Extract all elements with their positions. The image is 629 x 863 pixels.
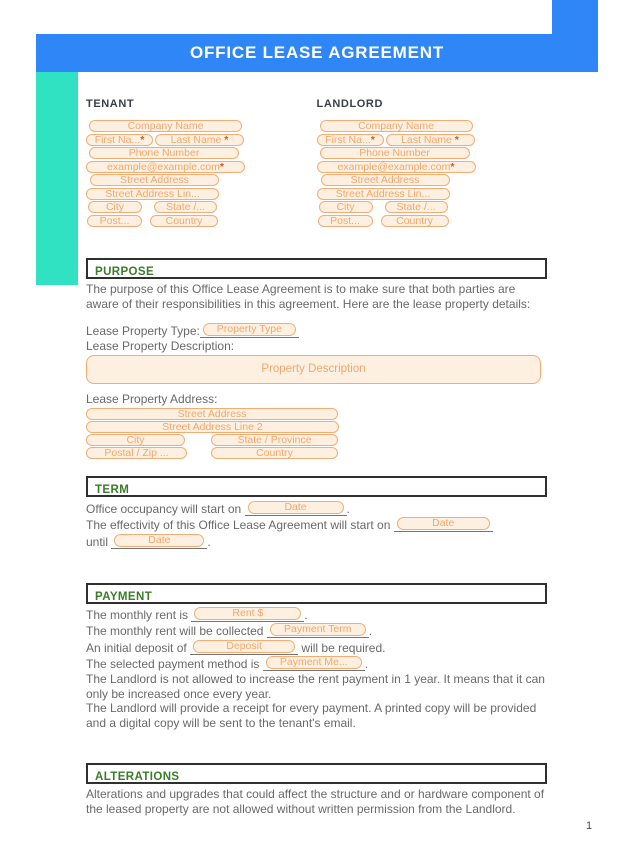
property-type-line <box>86 322 547 339</box>
tenant-email-field[interactable]: example@example.com* <box>86 161 245 173</box>
property-description-label: Lease Property Description: <box>86 338 235 353</box>
term-line-occupancy: Office occupancy will start on Date . <box>86 500 350 516</box>
tenant-phone-field[interactable]: Phone Number <box>89 147 239 159</box>
payment-line-collected: The monthly rent will be collected Payment Term . <box>86 623 373 639</box>
landlord-postal-field[interactable]: Post... <box>318 215 373 227</box>
property-state-field[interactable]: State / Province <box>211 434 338 446</box>
required-asterisk: * <box>219 160 224 173</box>
payment-line-deposit: An initial deposit of Deposit will be required. <box>86 639 386 655</box>
property-street-address-field[interactable]: Street Address <box>86 408 338 420</box>
landlord-section <box>317 98 548 228</box>
required-asterisk: * <box>370 133 375 146</box>
document-header <box>36 34 598 72</box>
required-asterisk: * <box>454 133 459 146</box>
occupancy-start-date-field[interactable]: Date <box>248 501 344 514</box>
property-postal-field[interactable]: Postal / Zip ... <box>86 447 187 459</box>
property-street-address2-field[interactable]: Street Address Line 2 <box>86 421 339 433</box>
alterations-heading-box <box>86 763 547 784</box>
landlord-phone-field[interactable]: Phone Number <box>320 147 470 159</box>
required-asterisk: * <box>140 133 145 146</box>
term-heading: TERM <box>95 483 130 496</box>
tenant-street-address2-field[interactable]: Street Address Lin... <box>86 188 219 200</box>
purpose-heading-box <box>86 258 547 279</box>
property-country-field[interactable]: Country <box>211 447 338 459</box>
alterations-body-text: Alterations and upgrades that could affect the structure and or hardware component of the leased property are not allowed without written permission from the Landlord. <box>86 787 545 817</box>
term-line-effectivity: The effectivity of this Office Lease Agreement will start on Date <box>86 516 547 533</box>
tenant-last-name-field[interactable]: Last Name * <box>155 134 244 146</box>
tenant-section <box>86 98 317 228</box>
payment-note-receipt: The Landlord will provide a receipt for every payment. A printed copy will be provided and a digital copy will be sent to the tenant's email. <box>86 701 537 730</box>
rent-amount-field[interactable]: Rent $ <box>194 607 301 620</box>
page-number: 1 <box>586 820 593 832</box>
tenant-first-name-field[interactable]: First Na...* <box>86 134 153 146</box>
property-type-field[interactable]: Property Type <box>203 323 296 336</box>
landlord-company-name-field[interactable]: Company Name <box>320 120 473 132</box>
tenant-state-field[interactable]: State /... <box>154 201 217 213</box>
tenant-street-address-field[interactable]: Street Address <box>90 174 219 186</box>
purpose-body-text: The purpose of this Office Lease Agreement is to make sure that both parties are aware of their responsibilities in this agreement. Here are the lease property details: <box>86 282 531 311</box>
payment-term-field[interactable]: Payment Term <box>270 623 366 636</box>
teal-accent-bar <box>36 72 78 285</box>
tenant-city-field[interactable]: City <box>88 201 142 213</box>
payment-heading: PAYMENT <box>95 590 153 603</box>
required-asterisk: * <box>224 133 229 146</box>
tenant-postal-field[interactable]: Post... <box>87 215 142 227</box>
term-body <box>86 500 547 550</box>
landlord-first-name-field[interactable]: First Na...* <box>317 134 384 146</box>
landlord-state-field[interactable]: State /... <box>385 201 448 213</box>
landlord-country-field[interactable]: Country <box>381 215 449 227</box>
page-title: OFFICE LEASE AGREEMENT <box>189 43 445 62</box>
landlord-last-name-field[interactable]: Last Name * <box>386 134 475 146</box>
tenant-label: TENANT <box>86 98 135 110</box>
deposit-amount-field[interactable]: Deposit <box>193 640 295 653</box>
payment-method-field[interactable]: Payment Me... <box>266 656 362 669</box>
payment-note-increase: The Landlord is not allowed to increase the rent payment in 1 year. It means that it can only be increased once every year. <box>86 671 545 701</box>
landlord-street-address2-field[interactable]: Street Address Lin... <box>317 188 450 200</box>
alterations-heading: ALTERATIONS <box>95 771 180 784</box>
required-asterisk: * <box>450 160 455 173</box>
payment-body <box>86 606 547 731</box>
effectivity-end-date-field[interactable]: Date <box>114 534 204 547</box>
document-body <box>86 92 547 817</box>
payment-heading-box <box>86 583 547 604</box>
property-address-fields <box>86 408 547 459</box>
payment-line-method: The selected payment method is Payment Me... . <box>86 656 369 672</box>
tenant-country-field[interactable]: Country <box>150 215 218 227</box>
landlord-street-address-field[interactable]: Street Address <box>321 174 450 186</box>
landlord-city-field[interactable]: City <box>319 201 373 213</box>
property-type-label: Lease Property Type: <box>86 324 200 338</box>
property-description-field[interactable]: Property Description <box>86 355 541 384</box>
parties-section <box>86 98 547 228</box>
term-line-until: until Date . <box>86 533 211 549</box>
property-city-field[interactable]: City <box>86 434 185 446</box>
landlord-label: LANDLORD <box>316 98 384 110</box>
property-address-label: Lease Property Address: <box>86 392 218 407</box>
landlord-email-field[interactable]: example@example.com* <box>317 161 476 173</box>
purpose-heading: PURPOSE <box>95 266 155 278</box>
tenant-company-name-field[interactable]: Company Name <box>89 120 242 132</box>
term-heading-box <box>86 476 547 497</box>
effectivity-start-date-field[interactable]: Date <box>397 517 490 530</box>
payment-line-rent: The monthly rent is Rent $ . <box>86 606 308 622</box>
